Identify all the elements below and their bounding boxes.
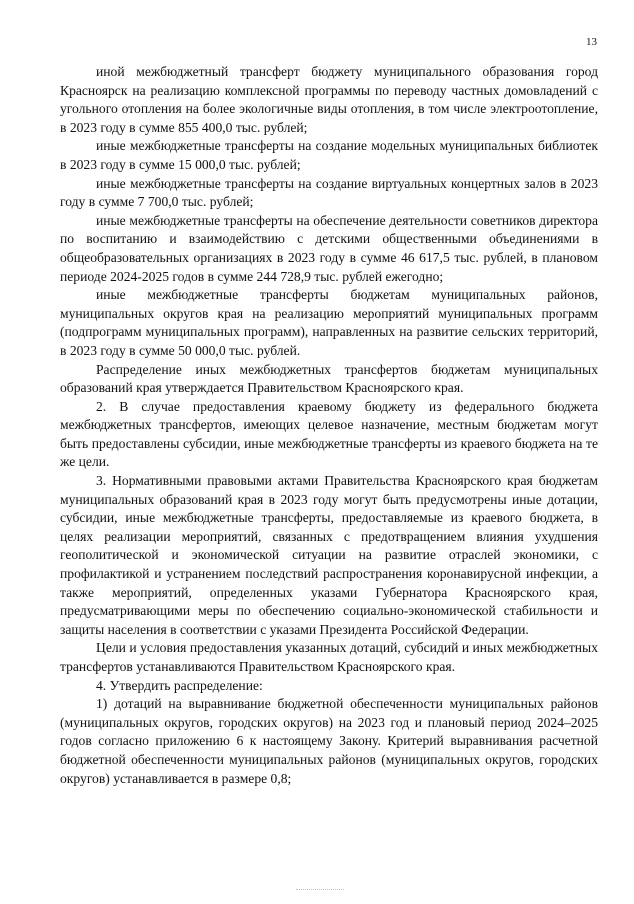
paragraph-clause-3: 3. Нормативными правовыми актами Правительства Красноярского края бюджетам муниципальных образований края в 2023 году могут быть предусмотрены иные дотации, субсидии, иные межбюджетные трансферты, предоставляемые из краевого бюджета, в целях реализации мероприятий, связанных с предотвращением влияния ухудшения геополитической и экономической ситуации на развитие отраслей экономики, с профилактикой и устранением последствий распространения коронавирусной инфекции, а также мероприятий, определенных указами Губернатора Красноярского края, предусматривающими меры по обеспечению социально-экономической стабильности и защиты населения в соответствии с указами Президента Российской Федерации. — [60, 473, 598, 637]
paragraph-clause-4-item-1: 1) дотаций на выравнивание бюджетной обеспеченности муниципальных районов (муниципальных округов, городских округов) на 2023 год и плановый период 2024–2025 годов согласно приложению 6 к настоящему Закону. Критерий выравнивания расчетной бюджетной обеспеченности муниципальных районов (муниципальных округов, городских округов) устанавливается в размере 0,8; — [60, 696, 598, 786]
paragraph-clause-2: 2. В случае предоставления краевому бюджету из федерального бюджета межбюджетных трансфертов, имеющих целевое назначение, местным бюджетам могут быть предоставлены субсидии, иные межбюджетные трансферты из краевого бюджета на те же цели. — [60, 398, 598, 470]
scan-artifact — [296, 889, 344, 890]
document-body — [60, 63, 598, 788]
paragraph-transfer-libraries: иные межбюджетные трансферты на создание модельных муниципальных библиотек в 2023 году в сумме 15 000,0 тыс. рублей; — [60, 138, 598, 172]
paragraph-distribution-approval: Распределение иных межбюджетных трансфертов бюджетам муниципальных образований края утверждается Правительством Красноярского края. — [60, 361, 598, 396]
paragraph-transfer-krasnoyarsk-heating: иной межбюджетный трансферт бюджету муниципального образования город Красноярск на реализацию комплексной программы по переводу частных домовладений с угольного отопления на более экологичные виды отопления, в том числе электроотопление, в 2023 году в сумме 855 400,0 тыс. рублей; — [60, 64, 598, 135]
paragraph-transfer-rural-development: иные межбюджетные трансферты бюджетам муниципальных районов, муниципальных округов края на реализацию мероприятий муниципальных программ (подпрограмм муниципальных программ), направленных на развитие сельских территорий, в 2023 году в сумме 50 000,0 тыс. рублей. — [60, 287, 598, 358]
paragraph-goals-conditions: Цели и условия предоставления указанных дотаций, субсидий и иных межбюджетных трансфертов устанавливаются Правительством Красноярского края. — [60, 640, 598, 674]
paragraph-clause-4-heading: 4. Утвердить распределение: — [96, 677, 263, 693]
paragraph-transfer-concert-halls: иные межбюджетные трансферты на создание виртуальных концертных залов в 2023 году в сумме 7 700,0 тыс. рублей; — [60, 175, 598, 210]
page-number: 13 — [586, 36, 597, 48]
paragraph-transfer-education-advisors: иные межбюджетные трансферты на обеспечение деятельности советников директора по воспитанию и взаимодействию с детскими общественными объединениями в общеобразовательных организациях в 2023 году в сумме 46 617,5 тыс. рублей, в плановом периоде 2024-2025 годов в сумме 244 728,9 тыс. рублей ежегодно; — [60, 212, 598, 284]
